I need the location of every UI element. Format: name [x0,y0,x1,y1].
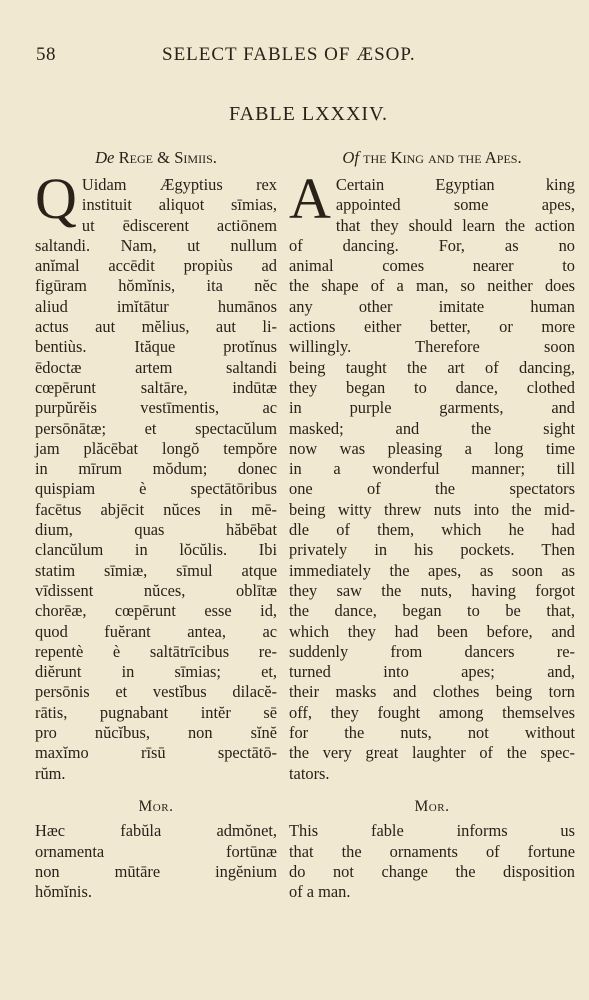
english-text-line: for the nuts, not without [289,723,575,743]
latin-moral [35,797,277,902]
english-text-line: of dancing. For, as no [289,235,575,255]
latin-text-line: quod fuĕrant antea, ac [35,621,277,641]
english-text-line: willingly. Therefore soon [289,337,575,357]
english-text-line: one of the spectators [289,479,575,499]
latin-text-line: persōnis et vestĭbus dilacĕ- [35,682,277,702]
latin-text-line: Uidam Ægyptius rex [81,175,277,194]
latin-text-line: maxĭmo rīsū spectātō- [35,743,277,763]
english-text-line: now was pleasing a long time [289,438,575,458]
latin-text-line: instituit aliquot sīmias, [81,195,277,215]
fable-title: FABLE LXXXIV. [229,103,388,125]
latin-text-line: ēdoctæ artem saltandi [35,357,277,377]
english-text-line: in a wonderful manner; till [289,459,575,479]
english-text-line: masked; and the sight [289,418,575,438]
latin-text-line: persōnātæ; et spectacŭlum [35,418,277,438]
english-text-line: in purple garments, and [289,398,575,418]
latin-text-line: repentè è saltātrīcibus re- [35,641,277,661]
latin-text-line: facētus abjēcit nŭces in mē- [35,499,277,519]
english-text-line: privately in his pockets. Then [289,540,575,560]
english-text-line: the dance, began to be that, [289,601,575,621]
latin-text-line: rŭm. [35,763,66,783]
english-text-line: their masks and clothes being torn [289,682,575,702]
latin-text-line: chorēæ, cœpērunt esse id, [35,601,277,621]
latin-column [35,148,277,784]
english-moral-line: that the ornaments of fortune [289,841,575,861]
latin-text-line: saltandi. Nam, ut nullum [35,235,277,255]
latin-dropcap: Q [35,166,77,231]
english-title-rest: the King and the Apes. [363,148,522,167]
latin-moral-line: hŏmĭnis. [35,882,92,902]
english-text-line: dle of them, which he had [289,520,575,540]
latin-text-line: dium, quas hăbēbat [35,520,277,540]
latin-text-line: ut ēdiscerent actiōnem [81,215,277,235]
latin-text-line: statim sīmiæ, sīmul atque [35,560,277,580]
latin-text-line: cœpērunt saltāre, indūtæ [35,377,277,397]
english-text-line: they saw the nuts, having forgot [289,580,575,600]
english-text-line: off, they fought among themselves [289,702,575,722]
latin-moral-line: ornamenta fortūnæ [35,841,277,861]
latin-text-line: quispiam è spectātōribus [35,479,277,499]
english-lines [289,166,575,784]
english-text [289,166,575,784]
latin-moral-heading: Mor. [138,798,174,815]
english-text-line: the shape of a man, so neither does [289,276,575,296]
running-title: SELECT FABLES OF ÆSOP. [162,44,416,65]
latin-moral-line: Hæc fabŭla admŏnet, [35,821,277,841]
latin-text-line: clancŭlum in lŏcŭlis. Ibi [35,540,277,560]
page-header [36,44,549,70]
english-moral-heading: Mor. [414,798,450,815]
english-text-line: suddenly from dancers re- [289,641,575,661]
english-text-line: tators. [289,763,330,783]
page-number: 58 [36,44,56,65]
latin-text-line: vīdissent nŭces, oblītæ [35,580,277,600]
latin-text-line: rātis, pugnabant intĕr sē [35,702,277,722]
latin-text-line: in mīrum mŏdum; donec [35,459,277,479]
english-text-line: which they had been before, and [289,621,575,641]
latin-text-line: figūram hŏmĭnis, ita nĕc [35,276,277,296]
latin-text-line: jam plăcēbat longŏ tempŏre [35,438,277,458]
latin-text-line: aliud imĭtātur humānos [35,296,277,316]
latin-lines [35,166,277,784]
english-text-line: Certain Egyptian king [335,175,575,194]
english-text-line: the very great laughter of the spec- [289,743,575,763]
english-title [289,148,575,168]
latin-title-rest: Rege & Simiis. [118,148,217,167]
english-text-line: being witty threw nuts into the mid- [289,499,575,519]
latin-text-line: anĭmal accēdit propiùs ad [35,256,277,276]
english-moral-text [289,821,575,902]
english-title-prefix: Of [342,148,359,167]
english-text-line: being taught the art of dancing, [289,357,575,377]
english-text-line: turned into apes; and, [289,662,575,682]
english-text-line: that they should learn the action [335,215,575,235]
english-text-line: any other imitate human [289,296,575,316]
latin-moral-line: non mūtāre ingĕnium [35,861,277,881]
english-moral-line: This fable informs us [289,821,575,841]
english-text-line: appointed some apes, [335,195,575,215]
english-moral [289,797,575,902]
english-text-line: actions either better, or more [289,317,575,337]
english-text-line: they began to dance, clothed [289,377,575,397]
english-moral-line: of a man. [289,882,351,902]
english-dropcap: A [289,166,331,231]
latin-text-line: diĕrunt in sīmias; et, [35,662,277,682]
latin-title-prefix: De [95,148,115,167]
english-text-line: immediately the apes, as soon as [289,560,575,580]
latin-text-line: bentiùs. Ităque protĭnus [35,337,277,357]
english-text-line: animal comes nearer to [289,256,575,276]
latin-moral-text [35,821,277,902]
english-moral-line: do not change the disposition [289,861,575,881]
latin-text-line: pro nŭcĭbus, non sĭnĕ [35,723,277,743]
latin-title [35,148,277,168]
latin-text-line: actus aut mĕlius, aut li- [35,317,277,337]
english-column [289,148,575,784]
latin-text [35,166,277,784]
latin-text-line: purpŭrĕis vestīmentis, ac [35,398,277,418]
